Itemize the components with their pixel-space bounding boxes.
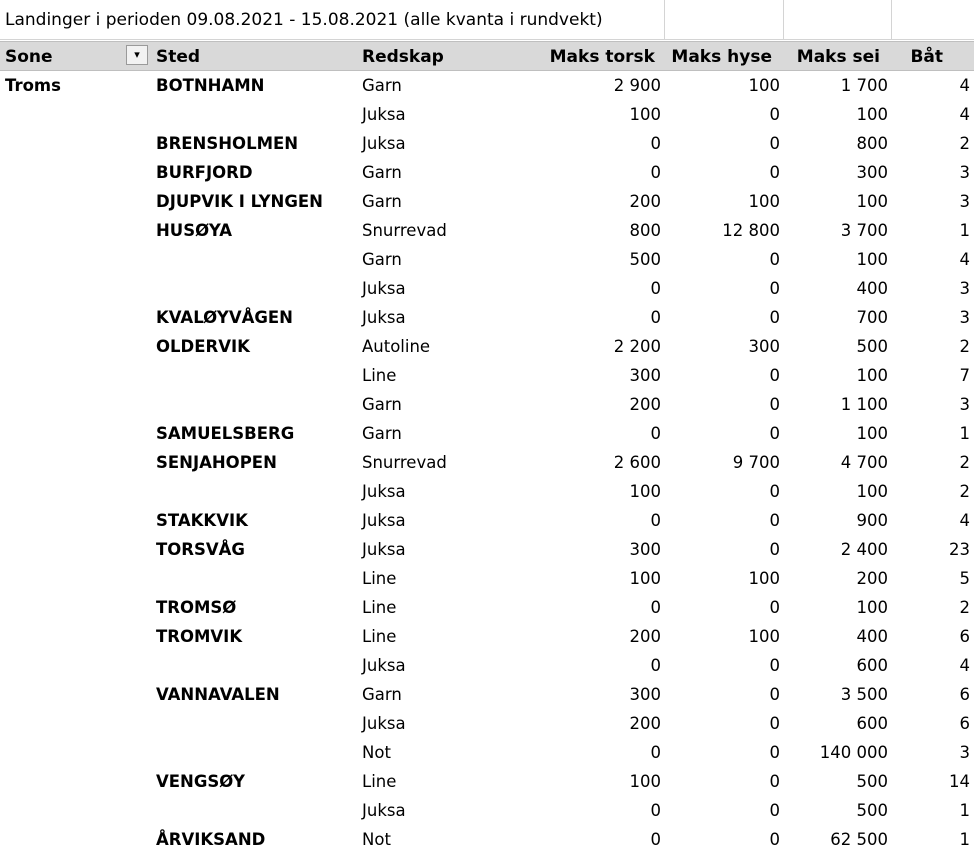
cell-bat[interactable]: 1 — [959, 830, 970, 849]
cell-maks-hyse[interactable]: 0 — [769, 308, 780, 327]
cell-maks-hyse[interactable]: 100 — [748, 76, 780, 95]
cell-maks-sei[interactable]: 700 — [856, 308, 888, 327]
table-row — [0, 594, 974, 623]
cell-maks-torsk[interactable]: 200 — [629, 714, 661, 733]
cell-bat[interactable]: 4 — [959, 656, 970, 675]
header-sted[interactable]: Sted — [156, 47, 201, 67]
table-row — [0, 188, 974, 217]
cell-bat[interactable]: 1 — [959, 221, 970, 240]
cell-maks-sei[interactable]: 500 — [856, 801, 888, 820]
cell-maks-sei[interactable]: 800 — [856, 134, 888, 153]
cell-maks-hyse[interactable]: 0 — [769, 250, 780, 269]
cell-maks-hyse[interactable]: 0 — [769, 279, 780, 298]
table-body — [0, 72, 974, 855]
cell-maks-hyse[interactable]: 0 — [769, 395, 780, 414]
table-row — [0, 275, 974, 304]
cell-maks-torsk[interactable]: 300 — [629, 540, 661, 559]
cell-maks-torsk[interactable]: 300 — [629, 366, 661, 385]
cell-sted[interactable]: HUSØYA — [156, 221, 232, 240]
cell-redskap[interactable]: Juksa — [362, 105, 406, 124]
cell-bat[interactable]: 2 — [959, 482, 970, 501]
cell-sted[interactable]: DJUPVIK I LYNGEN — [156, 192, 323, 211]
table-row — [0, 565, 974, 594]
cell-sted[interactable]: SAMUELSBERG — [156, 424, 295, 443]
table-row — [0, 536, 974, 565]
cell-bat[interactable]: 7 — [959, 366, 970, 385]
cell-redskap[interactable]: Garn — [362, 163, 402, 182]
cell-redskap[interactable]: Juksa — [362, 656, 406, 675]
cell-maks-torsk[interactable]: 100 — [629, 482, 661, 501]
cell-maks-torsk[interactable]: 2 900 — [613, 76, 661, 95]
cell-maks-sei[interactable]: 500 — [856, 337, 888, 356]
cell-sted[interactable]: SENJAHOPEN — [156, 453, 277, 472]
cell-maks-sei[interactable]: 1 700 — [840, 76, 888, 95]
cell-maks-torsk[interactable]: 500 — [629, 250, 661, 269]
cell-maks-sei[interactable]: 100 — [856, 105, 888, 124]
cell-redskap[interactable]: Garn — [362, 685, 402, 704]
cell-maks-torsk[interactable]: 0 — [650, 163, 661, 182]
cell-maks-sei[interactable]: 400 — [856, 627, 888, 646]
cell-maks-sei[interactable]: 140 000 — [819, 743, 888, 762]
cell-sted[interactable]: VENGSØY — [156, 772, 245, 791]
cell-maks-sei[interactable]: 3 700 — [840, 221, 888, 240]
gridline — [783, 0, 784, 40]
cell-maks-sei[interactable]: 400 — [856, 279, 888, 298]
cell-maks-hyse[interactable]: 0 — [769, 743, 780, 762]
cell-maks-torsk[interactable]: 100 — [629, 105, 661, 124]
cell-maks-sei[interactable]: 4 700 — [840, 453, 888, 472]
cell-bat[interactable]: 2 — [959, 337, 970, 356]
cell-maks-torsk[interactable]: 0 — [650, 279, 661, 298]
cell-bat[interactable]: 4 — [959, 76, 970, 95]
cell-maks-torsk[interactable]: 800 — [629, 221, 661, 240]
cell-redskap[interactable]: Line — [362, 772, 397, 791]
cell-bat[interactable]: 6 — [959, 627, 970, 646]
cell-sted[interactable]: STAKKVIK — [156, 511, 248, 530]
cell-maks-torsk[interactable]: 200 — [629, 395, 661, 414]
cell-maks-sei[interactable]: 62 500 — [830, 830, 888, 849]
cell-maks-hyse[interactable]: 0 — [769, 424, 780, 443]
cell-maks-torsk[interactable]: 0 — [650, 830, 661, 849]
cell-maks-hyse[interactable]: 0 — [769, 366, 780, 385]
cell-maks-hyse[interactable]: 0 — [769, 656, 780, 675]
cell-maks-hyse[interactable]: 100 — [748, 627, 780, 646]
cell-redskap[interactable]: Not — [362, 743, 391, 762]
cell-maks-sei[interactable]: 2 400 — [840, 540, 888, 559]
cell-maks-hyse[interactable]: 0 — [769, 830, 780, 849]
table-row — [0, 826, 974, 855]
table-row — [0, 362, 974, 391]
cell-redskap[interactable]: Juksa — [362, 279, 406, 298]
gridline — [891, 0, 892, 40]
cell-redskap[interactable]: Juksa — [362, 540, 406, 559]
cell-redskap[interactable]: Line — [362, 598, 397, 617]
table-row — [0, 333, 974, 362]
cell-maks-hyse[interactable]: 0 — [769, 801, 780, 820]
cell-maks-sei[interactable]: 600 — [856, 656, 888, 675]
table-row — [0, 710, 974, 739]
cell-redskap[interactable]: Garn — [362, 424, 402, 443]
cell-maks-torsk[interactable]: 100 — [629, 569, 661, 588]
cell-maks-sei[interactable]: 100 — [856, 482, 888, 501]
table-row — [0, 449, 974, 478]
header-sone[interactable]: Sone — [5, 47, 53, 67]
cell-sted[interactable]: TROMVIK — [156, 627, 243, 646]
cell-maks-hyse[interactable]: 300 — [748, 337, 780, 356]
table-row — [0, 101, 974, 130]
cell-redskap[interactable]: Garn — [362, 250, 402, 269]
cell-bat[interactable]: 5 — [959, 569, 970, 588]
cell-bat[interactable]: 1 — [959, 801, 970, 820]
cell-sted[interactable]: BRENSHOLMEN — [156, 134, 299, 153]
cell-sted[interactable]: KVALØYVÅGEN — [156, 308, 293, 327]
cell-maks-torsk[interactable]: 100 — [629, 772, 661, 791]
cell-maks-sei[interactable]: 3 500 — [840, 685, 888, 704]
cell-bat[interactable]: 3 — [959, 308, 970, 327]
cell-maks-sei[interactable]: 100 — [856, 192, 888, 211]
cell-bat[interactable]: 1 — [959, 424, 970, 443]
cell-bat[interactable]: 3 — [959, 743, 970, 762]
cell-sted[interactable]: OLDERVIK — [156, 337, 250, 356]
cell-maks-torsk[interactable]: 300 — [629, 685, 661, 704]
cell-redskap[interactable]: Garn — [362, 76, 402, 95]
cell-maks-torsk[interactable]: 0 — [650, 743, 661, 762]
cell-maks-sei[interactable]: 100 — [856, 366, 888, 385]
table-row — [0, 507, 974, 536]
cell-bat[interactable]: 6 — [959, 714, 970, 733]
cell-redskap[interactable]: Snurrevad — [362, 453, 447, 472]
table-row — [0, 478, 974, 507]
cell-maks-hyse[interactable]: 0 — [769, 540, 780, 559]
cell-redskap[interactable]: Juksa — [362, 134, 406, 153]
cell-bat[interactable]: 23 — [949, 540, 970, 559]
cell-maks-sei[interactable]: 100 — [856, 598, 888, 617]
cell-bat[interactable]: 2 — [959, 598, 970, 617]
cell-sted[interactable]: TROMSØ — [156, 598, 237, 617]
cell-redskap[interactable]: Juksa — [362, 714, 406, 733]
cell-maks-hyse[interactable]: 100 — [748, 192, 780, 211]
cell-redskap[interactable]: Juksa — [362, 801, 406, 820]
cell-maks-hyse[interactable]: 0 — [769, 482, 780, 501]
cell-maks-hyse[interactable]: 0 — [769, 163, 780, 182]
cell-maks-hyse[interactable]: 0 — [769, 105, 780, 124]
cell-maks-hyse[interactable]: 0 — [769, 511, 780, 530]
cell-redskap[interactable]: Garn — [362, 395, 402, 414]
cell-sone[interactable]: Troms — [5, 76, 61, 95]
cell-redskap[interactable]: Line — [362, 627, 397, 646]
cell-redskap[interactable]: Not — [362, 830, 391, 849]
gridline — [664, 0, 665, 40]
cell-maks-hyse[interactable]: 0 — [769, 714, 780, 733]
cell-maks-hyse[interactable]: 0 — [769, 685, 780, 704]
filter-icon[interactable]: ▾ — [126, 45, 148, 65]
table-row — [0, 304, 974, 333]
cell-redskap[interactable]: Juksa — [362, 482, 406, 501]
cell-bat[interactable]: 3 — [959, 163, 970, 182]
cell-maks-torsk[interactable]: 0 — [650, 134, 661, 153]
table-row — [0, 391, 974, 420]
cell-sted[interactable]: ÅRVIKSAND — [156, 830, 266, 849]
cell-sted[interactable]: TORSVÅG — [156, 540, 245, 559]
cell-bat[interactable]: 6 — [959, 685, 970, 704]
cell-maks-hyse[interactable]: 12 800 — [722, 221, 780, 240]
cell-maks-hyse[interactable]: 0 — [769, 134, 780, 153]
cell-maks-sei[interactable]: 1 100 — [840, 395, 888, 414]
header-redskap[interactable]: Redskap — [362, 47, 444, 67]
cell-maks-hyse[interactable]: 100 — [748, 569, 780, 588]
header-maks-sei[interactable]: Maks sei — [796, 47, 880, 67]
cell-maks-sei[interactable]: 900 — [856, 511, 888, 530]
cell-maks-torsk[interactable]: 0 — [650, 424, 661, 443]
table-row — [0, 623, 974, 652]
cell-maks-sei[interactable]: 500 — [856, 772, 888, 791]
cell-maks-sei[interactable]: 200 — [856, 569, 888, 588]
cell-bat[interactable]: 4 — [959, 105, 970, 124]
cell-maks-hyse[interactable]: 0 — [769, 598, 780, 617]
cell-maks-hyse[interactable]: 0 — [769, 772, 780, 791]
table-row — [0, 681, 974, 710]
table-row — [0, 739, 974, 768]
cell-maks-torsk[interactable]: 200 — [629, 627, 661, 646]
cell-sted[interactable]: VANNAVALEN — [156, 685, 280, 704]
cell-redskap[interactable]: Line — [362, 366, 397, 385]
table-row — [0, 246, 974, 275]
table-row — [0, 420, 974, 449]
cell-bat[interactable]: 2 — [959, 134, 970, 153]
table-row — [0, 72, 974, 101]
title-row — [0, 0, 974, 40]
table-row — [0, 652, 974, 681]
table-row — [0, 768, 974, 797]
cell-maks-torsk[interactable]: 0 — [650, 308, 661, 327]
cell-bat[interactable]: 3 — [959, 279, 970, 298]
cell-bat[interactable]: 4 — [959, 511, 970, 530]
cell-redskap[interactable]: Line — [362, 569, 397, 588]
cell-bat[interactable]: 14 — [949, 772, 970, 791]
cell-maks-sei[interactable]: 100 — [856, 424, 888, 443]
cell-maks-sei[interactable]: 100 — [856, 250, 888, 269]
cell-bat[interactable]: 3 — [959, 192, 970, 211]
cell-redskap[interactable]: Autoline — [362, 337, 431, 356]
cell-maks-torsk[interactable]: 0 — [650, 801, 661, 820]
cell-redskap[interactable]: Garn — [362, 192, 402, 211]
cell-maks-torsk[interactable]: 0 — [650, 511, 661, 530]
header-bat[interactable]: Båt — [910, 47, 943, 67]
cell-maks-torsk[interactable]: 0 — [650, 598, 661, 617]
cell-bat[interactable]: 3 — [959, 395, 970, 414]
table-row — [0, 130, 974, 159]
cell-maks-torsk[interactable]: 200 — [629, 192, 661, 211]
cell-maks-torsk[interactable]: 2 200 — [613, 337, 661, 356]
cell-sted[interactable]: BURFJORD — [156, 163, 253, 182]
cell-redskap[interactable]: Juksa — [362, 511, 406, 530]
header-maks-torsk[interactable]: Maks torsk — [549, 47, 655, 67]
cell-maks-sei[interactable]: 300 — [856, 163, 888, 182]
table-row — [0, 217, 974, 246]
cell-redskap[interactable]: Juksa — [362, 308, 406, 327]
cell-redskap[interactable]: Snurrevad — [362, 221, 447, 240]
cell-sted[interactable]: BOTNHAMN — [156, 76, 265, 95]
report-title: Landinger i perioden 09.08.2021 - 15.08.2021 (alle kvanta i rundvekt) — [5, 10, 603, 30]
cell-maks-sei[interactable]: 600 — [856, 714, 888, 733]
header-maks-hyse[interactable]: Maks hyse — [671, 47, 772, 67]
cell-maks-torsk[interactable]: 0 — [650, 656, 661, 675]
table-row — [0, 159, 974, 188]
column-header-row — [0, 41, 974, 71]
cell-maks-torsk[interactable]: 2 600 — [613, 453, 661, 472]
cell-bat[interactable]: 4 — [959, 250, 970, 269]
table-row — [0, 797, 974, 826]
cell-maks-hyse[interactable]: 9 700 — [732, 453, 780, 472]
cell-bat[interactable]: 2 — [959, 453, 970, 472]
